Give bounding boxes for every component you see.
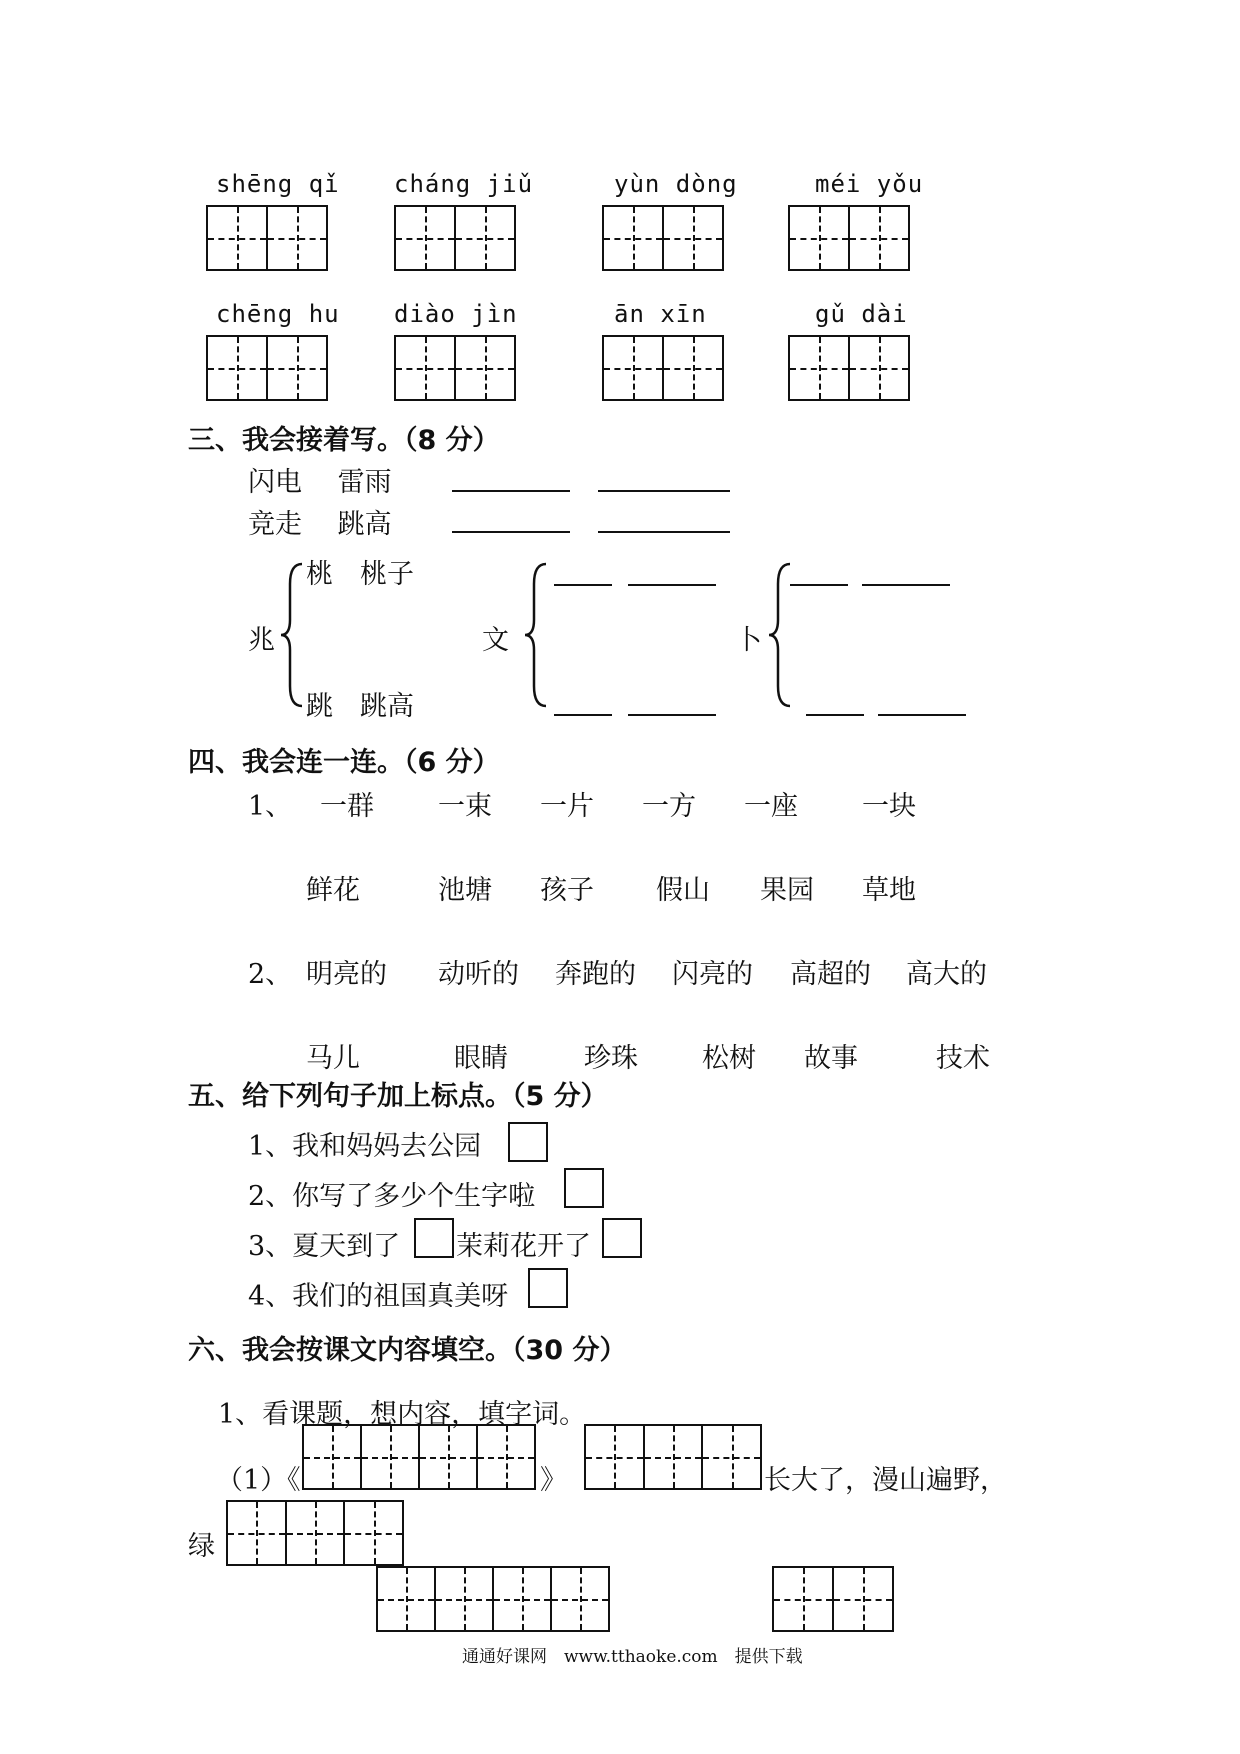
title-grid[interactable]	[302, 1424, 536, 1490]
match-item[interactable]: 一片	[540, 791, 594, 822]
writing-grid[interactable]	[788, 205, 910, 271]
match-item[interactable]: 松树	[702, 1043, 756, 1074]
punctuation-box[interactable]	[528, 1268, 568, 1308]
match-item[interactable]: 眼睛	[454, 1043, 508, 1074]
match-item[interactable]: 技术	[936, 1043, 990, 1074]
match-item[interactable]: 一方	[642, 791, 696, 822]
match-item[interactable]: 高超的	[790, 959, 871, 990]
match-item[interactable]: 故事	[804, 1043, 858, 1074]
match-item[interactable]: 孩子	[540, 875, 594, 906]
sentence: 1、我和妈妈去公园	[248, 1131, 482, 1162]
punctuation-box[interactable]	[508, 1122, 548, 1162]
question-number: 2、	[248, 959, 293, 990]
punctuation-box[interactable]	[602, 1218, 642, 1258]
fill-text: 长大了，漫山遍野，	[764, 1465, 1007, 1496]
answer-blank[interactable]	[806, 714, 864, 716]
brace-root-char: 卜	[735, 625, 762, 656]
match-item[interactable]: 一束	[438, 791, 492, 822]
answer-blank[interactable]	[862, 584, 950, 586]
writing-grid[interactable]	[394, 205, 516, 271]
curly-brace	[766, 560, 794, 710]
match-item[interactable]: 一群	[320, 791, 374, 822]
curly-brace	[278, 560, 306, 710]
section-heading: 五、给下列句子加上标点。（5 分）	[188, 1081, 608, 1112]
answer-blank[interactable]	[554, 714, 612, 716]
answer-blank[interactable]	[598, 531, 730, 533]
writing-grid[interactable]	[206, 335, 328, 401]
fill-text: 绿	[188, 1531, 215, 1562]
sentence: 3、夏天到了	[248, 1231, 401, 1262]
answer-blank[interactable]	[628, 584, 716, 586]
punctuation-box[interactable]	[564, 1168, 604, 1208]
fill-prefix: （1）《	[216, 1465, 301, 1496]
match-item[interactable]: 一块	[862, 791, 916, 822]
answer-blank[interactable]	[628, 714, 716, 716]
pinyin-label: yùn dòng	[614, 170, 738, 198]
answer-blank[interactable]	[452, 531, 570, 533]
brace-root-char: 文	[482, 625, 509, 656]
curly-brace	[522, 560, 550, 710]
writing-grid[interactable]	[394, 335, 516, 401]
sentence: 茉莉花开了	[456, 1231, 591, 1262]
match-item[interactable]: 高大的	[906, 959, 987, 990]
match-item[interactable]: 果园	[760, 875, 814, 906]
sentence: 4、我们的祖国真美呀	[248, 1281, 509, 1312]
writing-grid[interactable]	[584, 1424, 762, 1490]
writing-grid[interactable]	[226, 1500, 404, 1566]
word-pair: 闪电 雷雨	[248, 467, 392, 498]
question-number: 1、	[248, 791, 293, 822]
section-heading: 四、我会连一连。（6 分）	[188, 747, 500, 778]
match-item[interactable]: 一座	[744, 791, 798, 822]
section-heading: 三、我会接着写。（8 分）	[188, 425, 500, 456]
answer-blank[interactable]	[790, 584, 848, 586]
match-item[interactable]: 珍珠	[584, 1043, 638, 1074]
match-item[interactable]: 奔跑的	[555, 959, 636, 990]
pinyin-label: shēng qǐ	[216, 170, 340, 198]
match-item[interactable]: 马儿	[306, 1043, 360, 1074]
answer-blank[interactable]	[598, 490, 730, 492]
pinyin-label: méi yǒu	[815, 170, 924, 198]
sentence: 2、你写了多少个生字啦	[248, 1181, 536, 1212]
match-item[interactable]: 明亮的	[306, 959, 387, 990]
match-item[interactable]: 鲜花	[306, 875, 360, 906]
page-footer: 通通好课网 www.tthaoke.com 提供下载	[462, 1647, 803, 1667]
answer-blank[interactable]	[554, 584, 612, 586]
word-pair: 竞走 跳高	[248, 509, 392, 540]
writing-grid[interactable]	[206, 205, 328, 271]
writing-grid[interactable]	[788, 335, 910, 401]
pinyin-label: diào jìn	[394, 300, 518, 328]
word-pair: 跳 跳高	[306, 691, 414, 722]
writing-grid[interactable]	[376, 1566, 610, 1632]
match-item[interactable]: 池塘	[438, 875, 492, 906]
match-item[interactable]: 假山	[656, 875, 710, 906]
section-heading: 六、我会按课文内容填空。（30 分）	[188, 1335, 627, 1366]
writing-grid[interactable]	[772, 1566, 894, 1632]
pinyin-label: chēng hu	[216, 300, 340, 328]
pinyin-label: cháng jiǔ	[394, 170, 534, 198]
question-text: 1、看课题，想内容，填字词。	[218, 1399, 587, 1430]
match-item[interactable]: 动听的	[438, 959, 519, 990]
brace-root-char: 兆	[248, 625, 275, 656]
answer-blank[interactable]	[878, 714, 966, 716]
punctuation-box[interactable]	[414, 1218, 454, 1258]
match-item[interactable]: 草地	[862, 875, 916, 906]
fill-close: 》	[540, 1465, 567, 1496]
writing-grid[interactable]	[602, 205, 724, 271]
match-item[interactable]: 闪亮的	[672, 959, 753, 990]
writing-grid[interactable]	[602, 335, 724, 401]
word-pair: 桃 桃子	[306, 559, 414, 590]
pinyin-label: gǔ dài	[815, 300, 908, 328]
pinyin-label: ān xīn	[614, 300, 707, 328]
answer-blank[interactable]	[452, 490, 570, 492]
